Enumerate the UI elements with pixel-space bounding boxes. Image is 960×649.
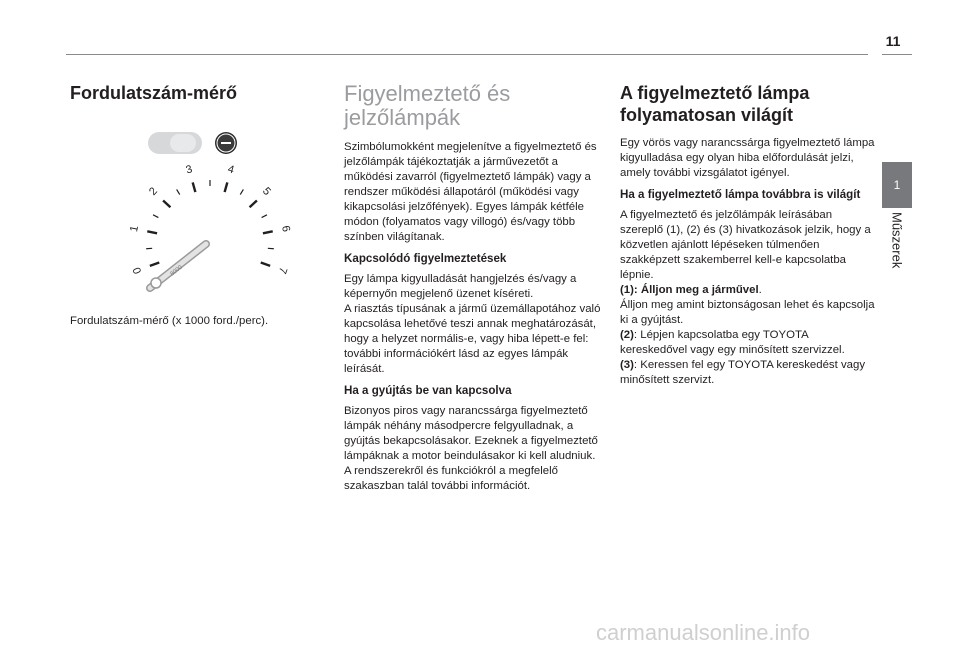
gauge-major-tick: [250, 200, 257, 207]
gauge-minor-tick: [177, 189, 180, 194]
display-panel-mid: [170, 134, 196, 152]
gauge-tick-label: 2: [147, 185, 161, 198]
reference-2: [620, 328, 876, 358]
ignition-on-heading: Ha a gyújtás be van kapcsolva: [344, 384, 512, 397]
gauge-minor-tick: [240, 189, 243, 194]
tachometer-gauge-icon: [110, 126, 290, 306]
chapter-label: Műszerek: [889, 212, 905, 269]
gauge-major-tick: [261, 262, 270, 265]
reference-2-label: (2): [620, 329, 634, 341]
gauge-major-tick: [263, 231, 273, 233]
gauge-major-tick: [163, 200, 170, 207]
ignition-on-text: Bizonyos piros vagy narancssárga figyelmeztető lámpák néhány másodpercre felgyulladnak, a gyújtás bekapcsolásakor. Ezeknek a figyelmeztető lámpáknak a motor beindulásakor ki kell aludniuk. A rendszerekről és funkciókról a megfelelő szakaszban talál további információt.: [344, 405, 598, 492]
watermark: carmanualsonline.info: [596, 620, 811, 645]
reference-3: [620, 358, 876, 388]
reference-3-label: (3): [620, 359, 634, 371]
gauge-major-tick: [147, 231, 157, 233]
chapter-tab-number: 1: [893, 178, 901, 192]
page-number: 11: [885, 33, 901, 49]
tachometer-illustration: [110, 126, 290, 306]
gauge-major-tick: [193, 182, 196, 192]
tachometer-title: Fordulatszám-mérő: [70, 83, 238, 103]
gauge-tick-label: 4: [226, 163, 236, 177]
gauge-major-tick: [225, 182, 228, 192]
gauge-readout: 8000: [169, 264, 184, 278]
reference-2-text: : Lépjen kapcsolatba egy TOYOTA kereskedővel vagy egy minősített szervizzel.: [620, 329, 845, 356]
reference-3-text: : Keressen fel egy TOYOTA kereskedést vagy minősített szervizt.: [620, 359, 866, 386]
gauge-tick-label: 1: [128, 224, 142, 233]
related-warnings-text: Egy lámpa kigyulladását hangjelzés és/vagy a képernyőn megjelenő üzenet kíséreti. A riasztás típusának a jármű üzemállapotához való kapcsolása lehetővé teszi annak meghatározását, hogy a helyzet normális-e, vagy hiba lépett-e fel: további információkért lásd az egyes lámpák leírását.: [344, 273, 601, 375]
reference-1: [620, 283, 876, 328]
warning-lamps-intro: Szimbólumokként megjelenítve a figyelmeztető és jelzőlámpák tájékoztatják a járművezetőt a működési zavarról (figyelmeztető lámpák) vagy a rendszer működési állapotáról (működési vagy kikapcsolási jelzőfények). Egyes lámpák kétféle módon (folyamatos vagy villogó) és/vagy több színben világítanak.: [344, 141, 597, 243]
reference-1-text: . Álljon meg amint biztonságosan lehet és kapcsolja ki a gyújtást.: [620, 284, 875, 326]
gauge-tick-label: 6: [278, 224, 292, 233]
top-divider: [66, 54, 868, 55]
lamp-remains-heading: Ha a figyelmeztető lámpa továbbra is világít: [620, 188, 861, 201]
reference-1-label: (1): Álljon meg a járművel: [620, 284, 759, 296]
gauge-tick-label: 0: [130, 265, 145, 276]
lamp-remains-text: A figyelmeztető és jelzőlámpák leírásában szereplő (1), (2) és (3) hivatkozások jelzik, hogy a közvetlen ajánlott lépéseken túlmenően szakképzett szakemberrel kell-e kapcsolatba lépnie.: [620, 209, 871, 281]
lamp-steady-title: A figyelmeztető lámpa folyamatosan világít: [620, 83, 810, 125]
lamp-steady-intro: Egy vörös vagy narancssárga figyelmeztető lámpa kigyulladása egy olyan hiba előfordulását jelzi, amely további vizsgálatot igényel.: [620, 137, 875, 179]
gauge-minor-tick: [262, 215, 267, 218]
gauge-minor-tick: [153, 215, 158, 218]
chapter-tab[interactable]: [882, 162, 912, 208]
side-divider: [882, 54, 912, 55]
tachometer-section: [70, 82, 300, 329]
gauge-ticks: [146, 180, 274, 266]
warning-lamps-title: Figyelmeztető és jelzőlámpák: [344, 81, 511, 130]
gauge-tick-label: 5: [259, 185, 273, 198]
gauge-major-tick: [150, 262, 159, 265]
tachometer-caption: Fordulatszám-mérő (x 1000 ford./perc).: [70, 315, 269, 327]
related-warnings-heading: Kapcsolódó figyelmeztetések: [344, 252, 507, 265]
gauge-tick-label: 7: [275, 265, 290, 276]
gauge-tick-label: 3: [184, 163, 194, 177]
lamp-steady-section: [620, 82, 876, 388]
warning-lamps-section: [344, 82, 602, 500]
